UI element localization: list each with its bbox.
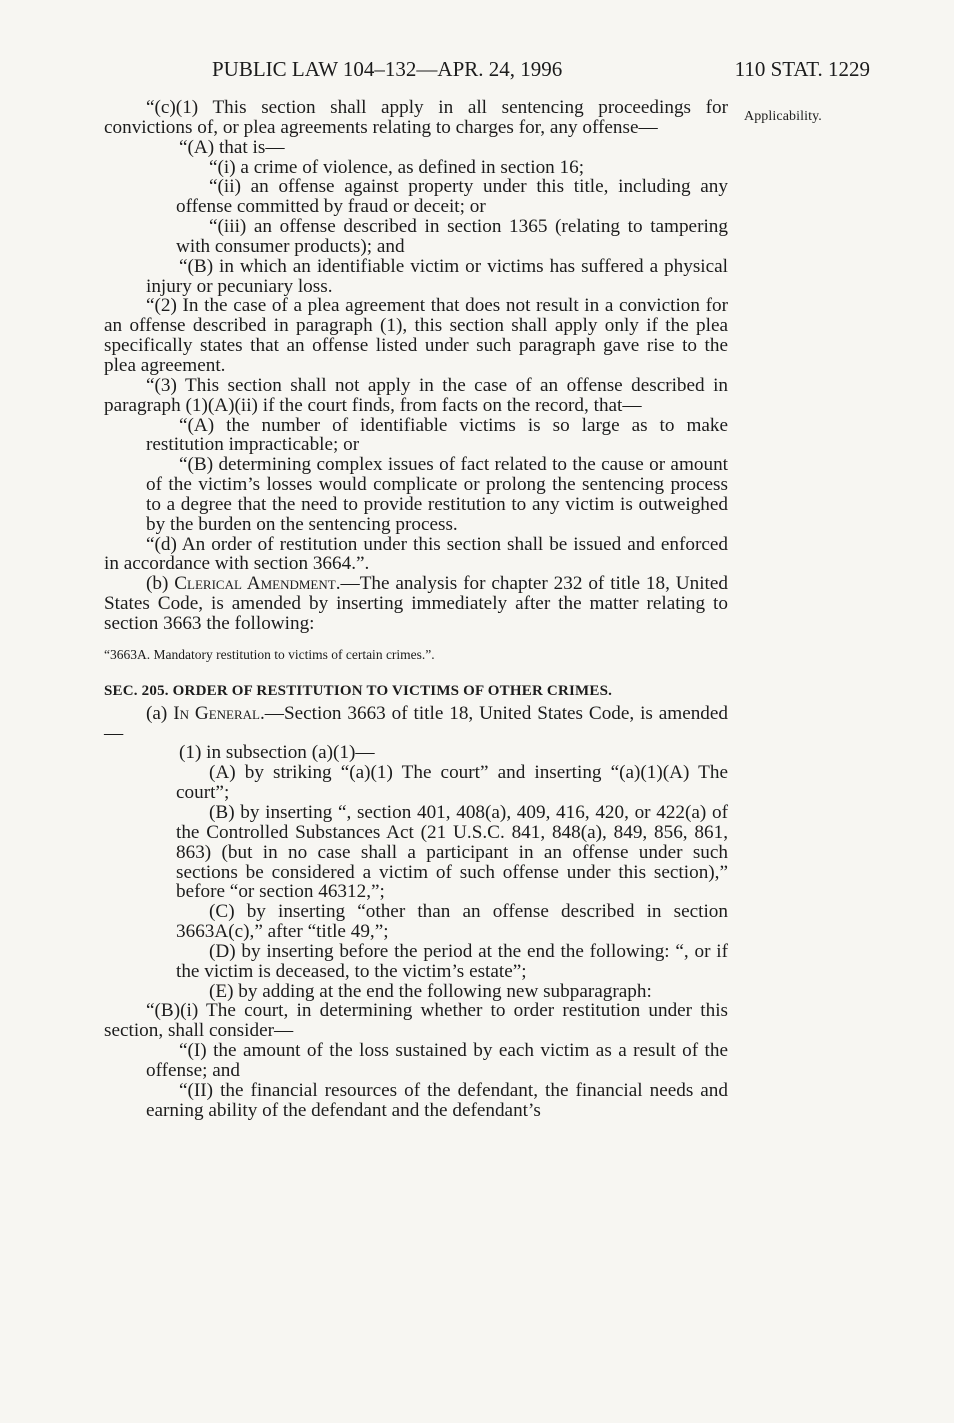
paragraph-c3-A: “(A) the number of identifiable victims is so large as to make restitution impracticable; or <box>146 414 728 456</box>
paragraph-c3: “(3) This section shall not apply in the case of an offense described in paragraph (1)(A)(ii) if the court finds, from facts on the record, that— <box>104 374 728 416</box>
header-citation: PUBLIC LAW 104–132—APR. 24, 1996 <box>212 57 563 81</box>
amendment-1-B: (B) by inserting “, section 401, 408(a), 409, 416, 420, or 422(a) of the Controlled Substances Act (21 U.S.C. 841, 848(a), 849, 856, 861, 863) (but in no case shall a participant in an offense under such sections be considered a victim of such offense under this section),” before “or section 46312,”; <box>176 802 728 903</box>
amendment-1: (1) in subsection (a)(1)— <box>179 742 375 764</box>
clerical-heading: Clerical Amendment. <box>174 573 341 595</box>
paragraph-c1-B: “(B) in which an identifiable victim or victims has suffered a physical injury or pecuniary loss. <box>146 255 728 297</box>
amendment-1-D: (D) by inserting before the period at the end the following: “, or if the victim is deceased, to the victim’s estate”; <box>176 940 728 982</box>
margin-note: Applicability. <box>744 109 822 124</box>
section-heading: SEC. 205. ORDER OF RESTITUTION TO VICTIMS OF OTHER CRIMES. <box>104 682 613 699</box>
paragraph-clerical-amendment: (b) Clerical Amendment.—The analysis for chapter 232 of title 18, United States Code, is amended by inserting immediately after the matter relating to section 3663 the following: <box>104 573 728 634</box>
paragraph-d: “(d) An order of restitution under this section shall be issued and enforced in accordance with section 3664.”. <box>104 533 728 575</box>
table-of-sections-entry: “3663A. Mandatory restitution to victims of certain crimes.”. <box>104 646 435 662</box>
paragraph-c1-A-i: “(i) a crime of violence, as defined in section 16; <box>209 156 585 178</box>
paragraph-c1-A-iii: “(iii) an offense described in section 1365 (relating to tampering with consumer products); and <box>176 216 728 257</box>
amendment-1-A: (A) by striking “(a)(1) The court” and inserting “(a)(1)(A) The court”; <box>176 762 728 804</box>
paragraph-c1-A: “(A) that is— <box>179 136 285 158</box>
paragraph-c1: “(c)(1) This section shall apply in all sentencing proceedings for convictions of, or plea agreements relating to charges for, any offense— <box>104 97 728 138</box>
paragraph-in-general: (a) In General.—Section 3663 of title 18, United States Code, is amended— <box>104 702 729 744</box>
amendment-1-C: (C) by inserting “other than an offense described in section 3663A(c),” after “title 49,”; <box>176 901 728 943</box>
paragraph-c2: “(2) In the case of a plea agreement that does not result in a conviction for an offense described in paragraph (1), this section shall apply only if the plea specifically states that an offense listed under such paragraph gave rise to the plea agreement. <box>104 295 728 376</box>
amendment-1-E: (E) by adding at the end the following new subparagraph: <box>209 980 652 1002</box>
subparagraph-B-i: “(B)(i) The court, in determining whether to order restitution under this section, shall consider— <box>104 1000 728 1042</box>
header-stat-page: 110 STAT. 1229 <box>734 57 870 81</box>
paragraph-c3-B: “(B) determining complex issues of fact related to the cause or amount of the victim’s losses would complicate or prolong the sentencing process to a degree that the need to provide restitution to any victim is outweighed by the burden on the sentencing process. <box>146 454 728 535</box>
paragraph-c1-A-ii: “(ii) an offense against property under this title, including any offense committed by fraud or deceit; or <box>176 176 728 218</box>
general-heading: In General. <box>173 702 265 724</box>
document-body <box>104 98 728 1121</box>
subparagraph-B-i-II: “(II) the financial resources of the defendant, the financial needs and earning ability of the defendant and the defendant’s <box>146 1079 728 1121</box>
subparagraph-B-i-I: “(I) the amount of the loss sustained by each victim as a result of the offense; and <box>146 1040 728 1081</box>
